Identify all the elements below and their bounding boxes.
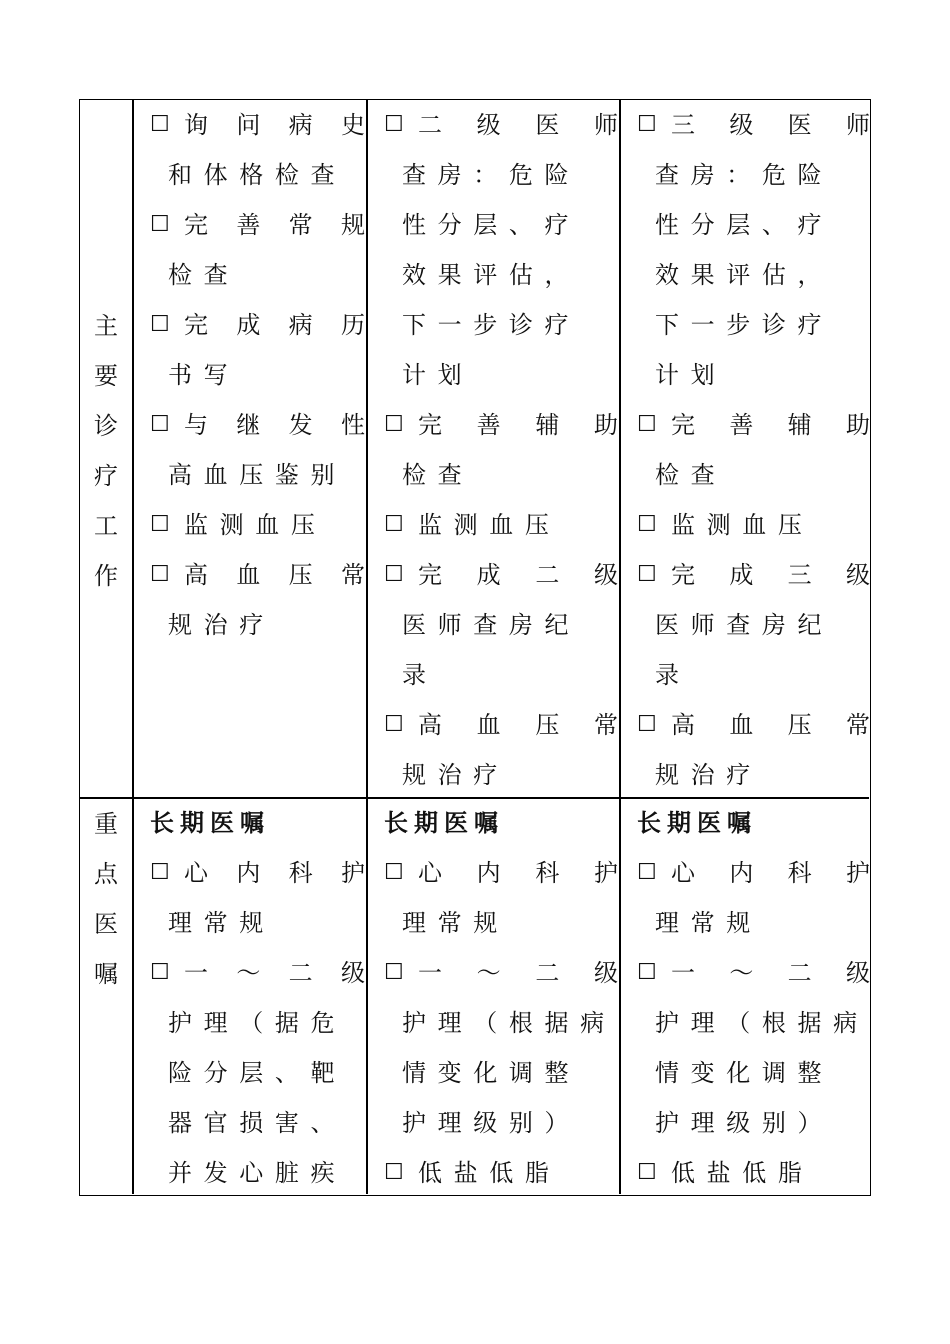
- checklist-item-text: 二 级 医 师: [418, 111, 620, 139]
- row-header-char: 作: [94, 562, 118, 590]
- checklist-item: [621, 700, 872, 800]
- row2-col3: [621, 798, 872, 1198]
- checklist-item-text: 心 内 科 护: [671, 859, 872, 887]
- checkbox-icon[interactable]: ☐: [637, 412, 657, 437]
- checklist-item-text: 完 善 常 规: [184, 211, 367, 239]
- checklist-item: [134, 550, 367, 650]
- row-header-main-work: [80, 301, 132, 601]
- checklist-item-text: 效 果 评 估 ，: [655, 261, 824, 289]
- checklist-item-text: 询 问 病 史: [184, 111, 367, 139]
- checklist-item-text: 高 血 压 常: [184, 561, 367, 589]
- checklist-item-text: 性 分 层 、 疗: [655, 211, 824, 239]
- checkbox-icon[interactable]: ☐: [384, 562, 404, 587]
- checklist-item-text: 情 变 化 调 整: [402, 1059, 571, 1087]
- checklist-item: [134, 300, 367, 400]
- checklist-item: [134, 200, 367, 300]
- checklist-item-text: 三 级 医 师: [671, 111, 872, 139]
- checklist-item-text: 计 划: [655, 361, 717, 389]
- checklist-item-text: 护 理 级 别 ）: [402, 1109, 571, 1137]
- checklist-item-text: 高 血 压 鉴 别: [168, 461, 337, 489]
- checklist-item-text: 并 发 心 脏 疾: [168, 1159, 337, 1187]
- checkbox-icon[interactable]: ☐: [637, 512, 657, 537]
- checkbox-icon[interactable]: ☐: [150, 562, 170, 587]
- checklist-item-text: 心 内 科 护: [418, 859, 620, 887]
- checklist-item: [134, 100, 367, 200]
- row1-col1: [134, 100, 367, 650]
- checkbox-icon[interactable]: ☐: [150, 312, 170, 337]
- checklist-item-text: 检 查: [655, 461, 717, 489]
- checklist-item-text: 护 理 （ 根 据 病: [655, 1009, 860, 1037]
- checklist-item-text: 录: [402, 661, 428, 689]
- checklist-item-text: 下 一 步 诊 疗: [655, 311, 824, 339]
- checklist-item: [621, 100, 872, 400]
- checklist-item-text: 与 继 发 性: [184, 411, 367, 439]
- checklist-item: [368, 550, 620, 700]
- checklist-item-text: 和 体 格 检 查: [168, 161, 337, 189]
- checklist-item-text: 高 血 压 常: [418, 711, 620, 739]
- checklist-item-text: 理 常 规: [655, 909, 753, 937]
- checklist-item-text: 监 测 血 压: [418, 511, 551, 539]
- checklist-item: [134, 500, 367, 550]
- row-header-char: 主: [94, 312, 118, 340]
- checklist-item-text: 效 果 评 估 ，: [402, 261, 571, 289]
- checkbox-icon[interactable]: ☐: [150, 512, 170, 537]
- checklist-item-text: 医 师 查 房 纪: [655, 611, 824, 639]
- checkbox-icon[interactable]: ☐: [637, 712, 657, 737]
- row1-col3: [621, 100, 872, 800]
- checklist-item: [134, 400, 367, 500]
- clinical-pathway-table: [79, 99, 871, 1196]
- checklist-item: [368, 700, 620, 800]
- checkbox-icon[interactable]: ☐: [637, 562, 657, 587]
- checklist-item-text: 完 善 辅 助: [671, 411, 872, 439]
- checklist-item: [621, 500, 872, 550]
- checklist-item-text: 完 善 辅 助: [418, 411, 620, 439]
- checklist-item: [368, 948, 620, 1148]
- checklist-item-text: 查 房 ： 危 险: [655, 161, 824, 189]
- checklist-item-text: 低 盐 低 脂: [418, 1159, 551, 1187]
- checklist-item-text: 下 一 步 诊 疗: [402, 311, 571, 339]
- checklist-item: [368, 100, 620, 400]
- checklist-item-text: 高 血 压 常: [671, 711, 872, 739]
- checklist-item-text: 低 盐 低 脂: [671, 1159, 804, 1187]
- section-title: 长期医嘱: [384, 809, 504, 837]
- checkbox-icon[interactable]: ☐: [384, 712, 404, 737]
- checklist-item-text: 规 治 疗: [168, 611, 266, 639]
- checklist-item-text: 监 测 血 压: [671, 511, 804, 539]
- checkbox-icon[interactable]: ☐: [637, 1160, 657, 1185]
- checklist-item-text: 情 变 化 调 整: [655, 1059, 824, 1087]
- checklist-item: [134, 948, 367, 1198]
- row-header-char: 诊: [94, 412, 118, 440]
- checkbox-icon[interactable]: ☐: [150, 860, 170, 885]
- checklist-item-text: 医 师 查 房 纪: [402, 611, 571, 639]
- checklist-item-text: 理 常 规: [402, 909, 500, 937]
- checklist-item: [134, 848, 367, 948]
- checklist-item-text: 计 划: [402, 361, 464, 389]
- row-header-char: 重: [94, 810, 118, 838]
- checklist-item-text: 完 成 病 历: [184, 311, 367, 339]
- checklist-item: [368, 400, 620, 500]
- checklist-item-text: 规 治 疗: [402, 761, 500, 789]
- checklist-item-text: 理 常 规: [168, 909, 266, 937]
- checklist-item: [621, 848, 872, 948]
- checklist-item: [368, 500, 620, 550]
- checklist-item-text: 心 内 科 护: [184, 859, 367, 887]
- checklist-item: [368, 1148, 620, 1198]
- checklist-item-text: 监 测 血 压: [184, 511, 317, 539]
- checklist-item-text: 险 分 层 、 靶: [168, 1059, 337, 1087]
- checklist-item-text: 规 治 疗: [655, 761, 753, 789]
- row-header-char: 嘱: [94, 960, 118, 988]
- checkbox-icon[interactable]: ☐: [384, 860, 404, 885]
- checklist-item-text: 护 理 级 别 ）: [655, 1109, 824, 1137]
- row-header-char: 工: [94, 512, 118, 540]
- checklist-item-text: 检 查: [168, 261, 230, 289]
- checkbox-icon[interactable]: ☐: [384, 412, 404, 437]
- row-header-key-orders: [80, 799, 132, 999]
- checklist-item-text: 一 ～ 二 级: [671, 959, 872, 987]
- row2-col1: [134, 798, 367, 1198]
- checklist-item-text: 查 房 ： 危 险: [402, 161, 571, 189]
- checklist-item-text: 性 分 层 、 疗: [402, 211, 571, 239]
- checklist-item-text: 书 写: [168, 361, 230, 389]
- checklist-item-text: 器 官 损 害 、: [168, 1109, 337, 1137]
- section-title: 长期医嘱: [150, 809, 270, 837]
- checklist-item: [621, 400, 872, 500]
- checklist-item-text: 完 成 三 级: [671, 561, 872, 589]
- checklist-item-text: 完 成 二 级: [418, 561, 620, 589]
- checkbox-icon[interactable]: ☐: [150, 112, 170, 137]
- checkbox-icon[interactable]: ☐: [384, 512, 404, 537]
- checklist-item: [621, 948, 872, 1148]
- checkbox-icon[interactable]: ☐: [384, 112, 404, 137]
- section-title: 长期医嘱: [637, 809, 757, 837]
- checklist-item: [368, 848, 620, 948]
- checklist-item-text: 护 理 （ 根 据 病: [402, 1009, 607, 1037]
- checklist-item: [621, 550, 872, 700]
- checkbox-icon[interactable]: ☐: [150, 960, 170, 985]
- checkbox-icon[interactable]: ☐: [150, 412, 170, 437]
- checklist-item-text: 录: [655, 661, 681, 689]
- checklist-item-text: 检 查: [402, 461, 464, 489]
- checklist-item-text: 一 ～ 二 级: [418, 959, 620, 987]
- checklist-item-text: 一 ～ 二 级: [184, 959, 367, 987]
- checklist-item-text: 护 理 （ 据 危: [168, 1009, 337, 1037]
- row-header-char: 医: [94, 910, 118, 938]
- checkbox-icon[interactable]: ☐: [637, 860, 657, 885]
- checklist-item: [621, 1148, 872, 1198]
- checkbox-icon[interactable]: ☐: [384, 960, 404, 985]
- row-header-char: 疗: [94, 462, 118, 490]
- checkbox-icon[interactable]: ☐: [150, 212, 170, 237]
- checkbox-icon[interactable]: ☐: [637, 112, 657, 137]
- row1-col2: [368, 100, 620, 800]
- row2-col2: [368, 798, 620, 1198]
- checkbox-icon[interactable]: ☐: [384, 1160, 404, 1185]
- checkbox-icon[interactable]: ☐: [637, 960, 657, 985]
- row-header-char: 点: [94, 860, 118, 888]
- row-header-char: 要: [94, 362, 118, 390]
